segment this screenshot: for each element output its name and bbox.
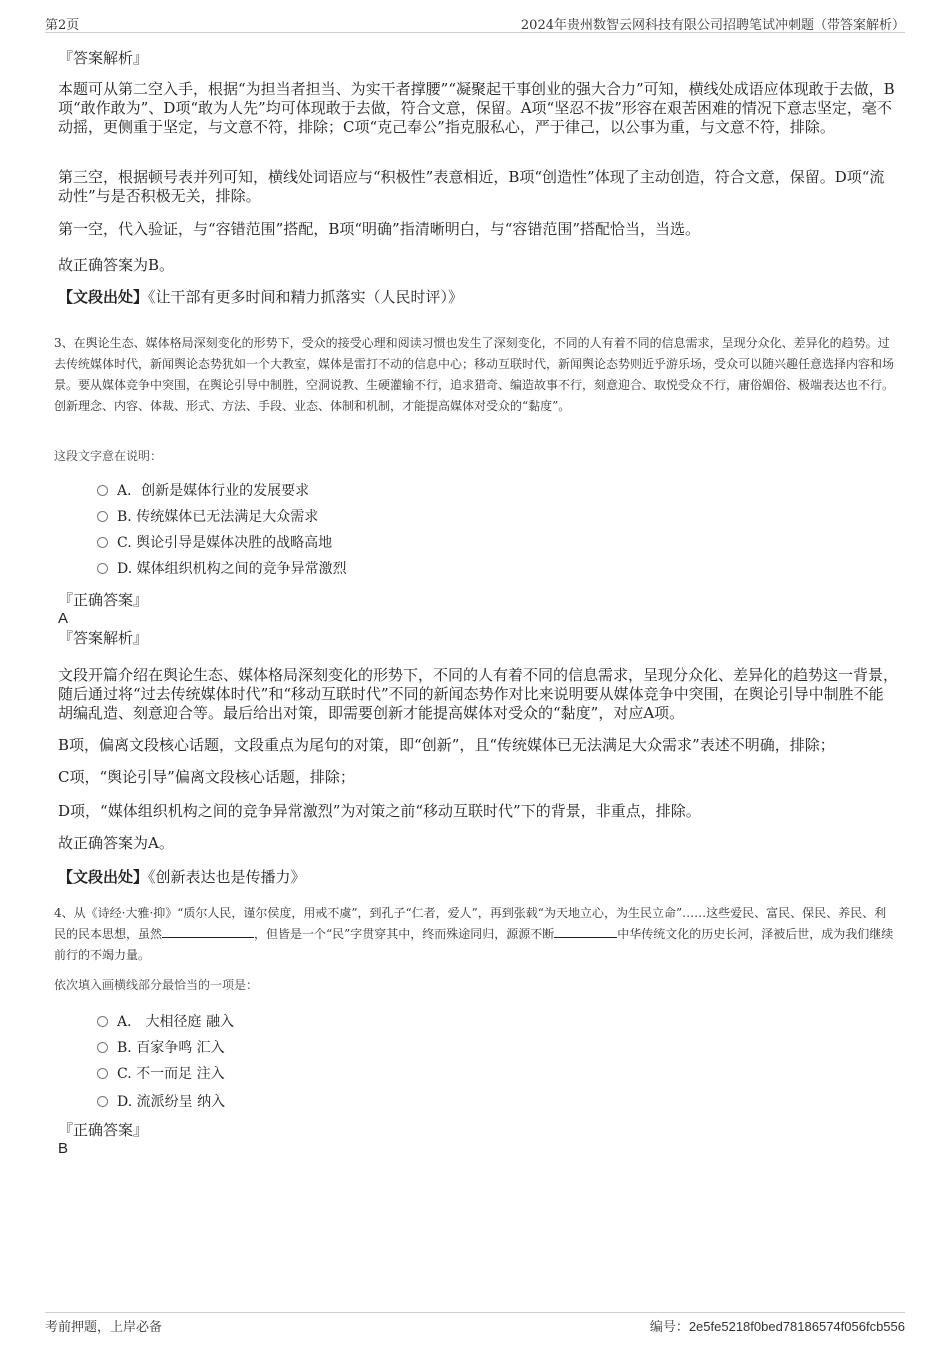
q2-source-text: 《让干部有更多时间和精力抓落实（人民时评）》 bbox=[148, 288, 464, 306]
radio-icon[interactable] bbox=[97, 1042, 108, 1053]
q4-option-d[interactable]: D. 流派纷呈 纳入 bbox=[97, 1093, 225, 1111]
q3-analysis-p1: 文段开篇介绍在舆论生态、媒体格局深刻变化的形势下，不同的人有着不同的信息需求，呈现分众化、差异化的趋势这一背景，随后通过将“过去传统媒体时代”和“移动互联时代”不同的新闻态势作对比来说明要从媒体竞争中突围，在舆论引导中制胜不能胡编乱造、刻意迎合等。最后给出对策，即需要创新才能提高媒体对受众的“黏度”，对应A项。 bbox=[58, 666, 899, 722]
document-title: 2024年贵州数智云网科技有限公司招聘笔试冲刺题（带答案解析） bbox=[520, 18, 905, 33]
q3-option-b[interactable]: B. 传统媒体已无法满足大众需求 bbox=[97, 508, 318, 526]
footer-slogan: 考前押题，上岸必备 bbox=[45, 1320, 163, 1335]
q3-analysis-label: 『答案解析』 bbox=[58, 629, 149, 647]
radio-icon[interactable] bbox=[97, 511, 108, 522]
radio-icon[interactable] bbox=[97, 563, 108, 574]
page-number: 第2页 bbox=[45, 18, 80, 33]
page-footer bbox=[45, 1312, 905, 1335]
q2-analysis-p4: 故正确答案为B。 bbox=[58, 256, 175, 274]
q3-option-c[interactable]: C. 舆论引导是媒体决胜的战略高地 bbox=[97, 534, 332, 552]
document-code: 编号：2e5fe5218f0bed78186574f056fcb556 bbox=[649, 1319, 905, 1334]
page-header bbox=[45, 12, 905, 33]
q3-source-text: 《创新表达也是传播力》 bbox=[148, 868, 306, 886]
q3-option-d[interactable]: D. 媒体组织机构之间的竞争异常激烈 bbox=[97, 560, 347, 578]
radio-icon[interactable] bbox=[97, 1016, 108, 1027]
radio-icon[interactable] bbox=[97, 537, 108, 548]
q3-source-label: 【文段出处】 bbox=[58, 868, 149, 886]
answer-blank-1 bbox=[162, 925, 254, 938]
q3-source bbox=[58, 868, 898, 887]
radio-icon[interactable] bbox=[97, 485, 108, 496]
q2-analysis-label: 『答案解析』 bbox=[58, 49, 149, 67]
q3-analysis-p4: D项，“媒体组织机构之间的竞争异常激烈”为对策之前“移动互联时代”下的背景，非重点，排除。 bbox=[58, 802, 701, 820]
q2-analysis-p2: 第三空，根据顿号表并列可知，横线处词语应与“积极性”表意相近，B项“创造性”体现了主动创造，符合文意，保留。D项“流动性”与是否积极无关，排除。 bbox=[58, 168, 885, 205]
answer-blank-2 bbox=[554, 925, 617, 938]
q3-prompt: 这段文字意在说明： bbox=[54, 449, 163, 463]
q2-source bbox=[58, 288, 898, 307]
q4-option-a[interactable]: A． 大相径庭 融入 bbox=[97, 1013, 234, 1031]
q4-option-b[interactable]: B. 百家争鸣 汇入 bbox=[97, 1039, 225, 1057]
q3-analysis-p3: C项，“舆论引导”偏离文段核心话题，排除； bbox=[58, 768, 355, 786]
q4-option-c[interactable]: C. 不一而足 注入 bbox=[97, 1065, 225, 1083]
q4-prompt: 依次填入画横线部分最恰当的一项是： bbox=[54, 978, 259, 992]
radio-icon[interactable] bbox=[97, 1068, 108, 1079]
q3-analysis-p5: 故正确答案为A。 bbox=[58, 834, 174, 852]
q3-question-text: 3、在舆论生态、媒体格局深刻变化的形势下，受众的接受心理和阅读习惯也发生了深刻变化，不同的人有着不同的信息需求，呈现分众化、差异化的趋势。过去传统媒体时代，新闻舆论态势犹如一个大教室，媒体是雷打不动的信息中心；移动互联时代，新闻舆论态势则近乎游乐场，受众可以随兴趣任意选择内容和场景。要从媒体竞争中突围，在舆论引导中制胜，空洞说教、生硬灌输不行，追求猎奇、编造故事不行，刻意迎合、取悦受众不行，庸俗媚俗、极端表达也不行。创新理念、内容、体裁、形式、方法、手段、业态、体制和机制，才能提高媒体对受众的“黏度”。 bbox=[54, 336, 895, 413]
q4-correct-answer: B bbox=[58, 1140, 69, 1157]
q4-correct-label: 『正确答案』 bbox=[58, 1121, 149, 1139]
q3-option-a[interactable]: A．创新是媒体行业的发展要求 bbox=[97, 482, 309, 500]
q2-source-label: 【文段出处】 bbox=[58, 288, 149, 306]
q3-correct-answer: A bbox=[58, 610, 69, 627]
q4-question-text: 4、从《诗经·大雅·抑》“质尔人民，谨尔侯度，用戒不虞”，到孔子“仁者，爱人”，再到张载“为天地立心，为生民立命”……这些爱民、富民、保民、养民、利民的民本思想，虽然 ，但皆是一个“民”字贯穿其中，终而殊途同归，源源不断 中华传统文化的历史长河，泽被后世，成为我们继续前行的不竭力量。 bbox=[54, 906, 894, 962]
q2-analysis-p3: 第一空，代入验证，与“容错范围”搭配，B项“明确”指清晰明白，与“容错范围”搭配恰当，当选。 bbox=[58, 220, 701, 238]
q3-analysis-p2: B项，偏离文段核心话题，文段重点为尾句的对策，即“创新”，且“传统媒体已无法满足大众需求”表述不明确，排除； bbox=[58, 736, 835, 754]
q2-analysis-p1: 本题可从第二空入手，根据“为担当者担当、为实干者撑腰”“凝聚起干事创业的强大合力”可知，横线处成语应体现敢于去做，B项“敢作敢为”、D项“敢为人先”均可体现敢于去做，符合文意，保留。A项“坚忍不拔”形容在艰苦困难的情况下意志坚定，毫不动摇，更侧重于坚定，与文意不符，排除；C项“克己奉公”指克服私心，严于律己，以公事为重，与文意不符，排除。 bbox=[58, 80, 895, 136]
radio-icon[interactable] bbox=[97, 1096, 108, 1107]
q3-correct-label: 『正确答案』 bbox=[58, 591, 149, 609]
